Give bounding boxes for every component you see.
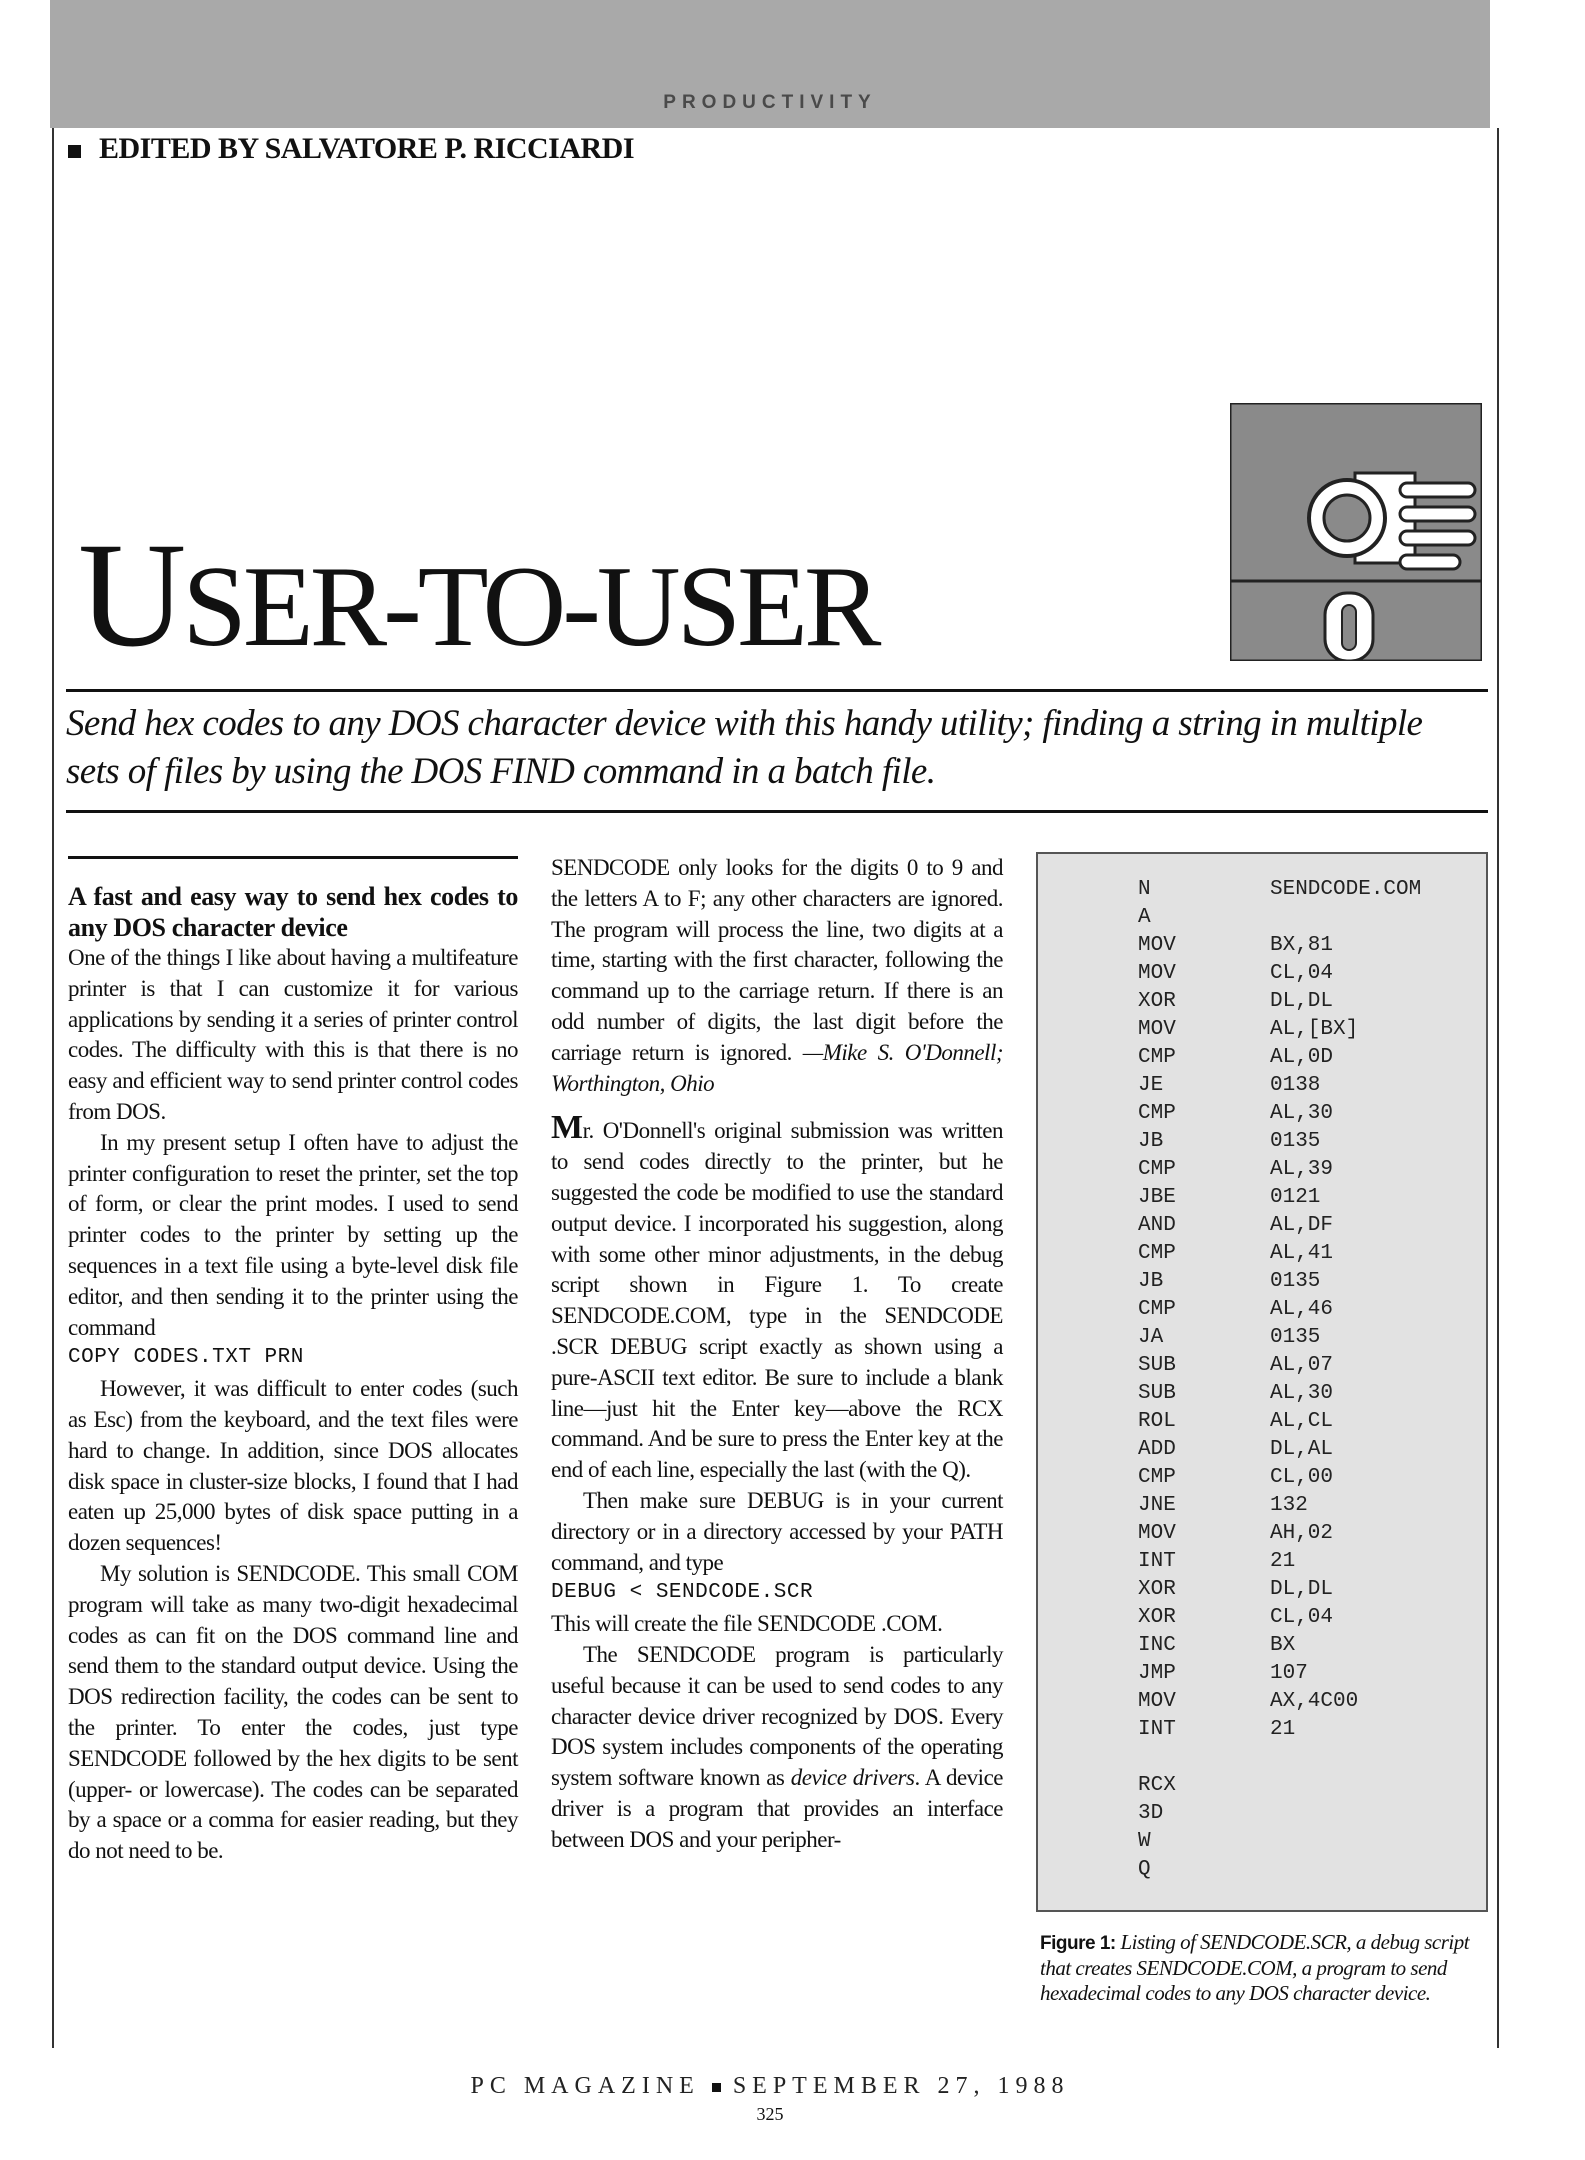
listing-arg: DL,DL	[1270, 1578, 1334, 1601]
listing-op: AND	[1138, 1214, 1176, 1237]
page-title	[78, 512, 878, 678]
listing-arg: AL,CL	[1270, 1410, 1334, 1433]
listing-line	[1138, 1492, 1421, 1520]
bullet-icon	[712, 2083, 721, 2092]
paragraph: This will create the file SENDCODE .COM.	[551, 1611, 943, 1637]
listing-line	[1138, 1408, 1421, 1436]
listing-arg: CL,04	[1270, 1606, 1334, 1629]
listing-line	[1138, 960, 1421, 988]
listing-line	[1138, 1100, 1421, 1128]
listing-op: JE	[1138, 1074, 1164, 1097]
listing-op: CMP	[1138, 1466, 1176, 1489]
bullet-icon	[68, 145, 81, 158]
listing-arg: CL,04	[1270, 962, 1334, 985]
user-to-user-logo-icon	[1230, 403, 1482, 661]
paragraph-text: r. O'Donnell's original submission was written to send codes directly to the printer, but he suggested the code be modified to use the standard output device. I incorporated his suggestion, along with some other minor adjustments, in the debug script shown in Figure 1. To create SENDCODE.COM, type in the SENDCODE .SCR DEBUG script exactly as shown using a pure-ASCII text editor. Be sure to include a blank line—just hit the Enter key—above the RCX command. And be sure to press the Enter key at the end of each line, especially the last (with the Q).	[551, 1118, 1003, 1483]
paragraph: Then make sure DEBUG is in your current directory or in a directory accessed by your PATH command, and type	[551, 1487, 1003, 1575]
column-rule	[68, 856, 518, 859]
listing-line	[1138, 1716, 1421, 1744]
column-2	[551, 853, 1003, 1856]
listing-line	[1138, 1072, 1421, 1100]
listing-arg: BX,81	[1270, 934, 1334, 957]
paragraph-text: . A device driver is a program that provides an interface between DOS and your peripher-	[551, 1765, 1003, 1852]
listing-arg: AL,07	[1270, 1354, 1334, 1377]
listing-line	[1138, 932, 1421, 960]
listing-op: MOV	[1138, 1690, 1176, 1713]
listing-line	[1138, 1632, 1421, 1660]
paragraph: However, it was difficult to enter codes (such as Esc) from the keyboard, and the text files were hard to change. In addition, since DOS allocates disk space in cluster-size blocks, I found that I had eaten up 25,000 bytes of disk space putting in a dozen sequences!	[68, 1376, 518, 1556]
figure-1-listing	[1036, 852, 1488, 1912]
listing-line	[1138, 1156, 1421, 1184]
listing-arg: 0138	[1270, 1074, 1321, 1097]
listing-line	[1138, 1436, 1421, 1464]
listing-line	[1138, 904, 1421, 932]
paragraph-text: SENDCODE only looks for the digits 0 to 9 and the letters A to F; any other characters are ignored. The program will process the line, two digits at a time, starting with the first character, following the command up to the carriage return. If there is an odd number of digits, the last digit before the carriage return is ignored.	[551, 855, 1003, 1065]
byline-text: EDITED BY SALVATORE P. RICCIARDI	[99, 132, 635, 165]
title-initial: U	[78, 512, 183, 678]
listing-op: JB	[1138, 1130, 1164, 1153]
listing-arg: AL,30	[1270, 1102, 1334, 1125]
listing-line: RCX	[1138, 1774, 1176, 1797]
listing-op: MOV	[1138, 1522, 1176, 1545]
page-footer	[50, 2073, 1490, 2100]
figure-caption	[1040, 1930, 1490, 2006]
listing-op: CMP	[1138, 1298, 1176, 1321]
page-number: 325	[756, 2104, 784, 2124]
listing-arg: 0121	[1270, 1186, 1321, 1209]
subhead: A fast and easy way to send hex codes to any DOS character device	[68, 882, 518, 942]
title-rest: SER-TO-USER	[182, 543, 878, 671]
listing-line	[1138, 1464, 1421, 1492]
emphasis: device drivers	[790, 1765, 915, 1791]
listing-op: XOR	[1138, 990, 1176, 1013]
paragraph-text: The SENDCODE program is particularly useful because it can be used to send codes to any character device driver recognized by DOS. Every DOS system includes components of the operating system software known as	[551, 1641, 1003, 1791]
listing-op: CMP	[1138, 1102, 1176, 1125]
listing-line: 3D	[1138, 1802, 1164, 1825]
listing-arg: DL,DL	[1270, 990, 1334, 1013]
listing-op: XOR	[1138, 1606, 1176, 1629]
listing-line	[1138, 1212, 1421, 1240]
listing-line	[1138, 1016, 1421, 1044]
listing-op: JMP	[1138, 1662, 1176, 1685]
listing-arg: AL,[BX]	[1270, 1018, 1359, 1041]
listing-op: INT	[1138, 1550, 1176, 1573]
listing-arg: AL,39	[1270, 1158, 1334, 1181]
paragraph: One of the things I like about having a multifeature printer is that I can customize it for various applications by sending it a series of printer control codes. The difficulty with this is that there is no easy and efficient way to send printer control codes from DOS.	[68, 945, 518, 1124]
listing-op: MOV	[1138, 1018, 1176, 1041]
listing-op: N	[1138, 878, 1151, 901]
listing-arg: 21	[1270, 1718, 1296, 1741]
paragraph: In my present setup I often have to adjust the printer configuration to reset the printer, set the top of form, or clear the print modes. I used to send printer codes to the printer by setting up the sequences in a text file using a byte-level disk file editor, and then sending it to the printer using the command	[68, 1129, 518, 1340]
paragraph: My solution is SENDCODE. This small COM program will take as many two-digit hexadecimal codes as can fit on the DOS command line and send them to the standard output device. Using the DOS redirection facility, the codes can be sent to the printer. To enter the codes, just type SENDCODE followed by the hex digits to be sent (upper- or lowercase). The codes can be separated by a space or a comma for easier reading, but they do not need to be.	[68, 1560, 518, 1864]
listing-op: MOV	[1138, 962, 1176, 985]
deck: Send hex codes to any DOS character device with this handy utility; finding a string in multiple sets of files by using the DOS FIND command in a batch file.	[66, 703, 1423, 792]
listing-op: A	[1138, 906, 1151, 929]
footer-magazine: PC MAGAZINE	[470, 2073, 700, 2099]
listing-op: JB	[1138, 1270, 1164, 1293]
listing-arg: AL,46	[1270, 1298, 1334, 1321]
listing-op: ADD	[1138, 1438, 1176, 1461]
listing-op: MOV	[1138, 934, 1176, 957]
listing-arg: AL,0D	[1270, 1046, 1334, 1069]
listing-blank-line	[1138, 1744, 1421, 1772]
code-listing	[1138, 876, 1421, 1884]
listing-line	[1138, 1044, 1421, 1072]
listing-op: JNE	[1138, 1494, 1176, 1517]
listing-op: SUB	[1138, 1354, 1176, 1377]
listing-line	[1138, 1548, 1421, 1576]
section-label: PRODUCTIVITY	[663, 92, 877, 113]
code-sample: COPY CODES.TXT PRN	[68, 1346, 304, 1370]
listing-line: W	[1138, 1830, 1151, 1853]
listing-line	[1138, 1240, 1421, 1268]
listing-arg: 0135	[1270, 1326, 1321, 1349]
signature: —Mike S. O'Donnell; Worthington, Ohio	[551, 1039, 1003, 1096]
listing-op: INT	[1138, 1718, 1176, 1741]
listing-arg: AL,30	[1270, 1382, 1334, 1405]
listing-arg: 0135	[1270, 1270, 1321, 1293]
listing-arg: 21	[1270, 1550, 1296, 1573]
listing-op: ROL	[1138, 1410, 1176, 1433]
deck-rule	[66, 810, 1488, 813]
listing-op: CMP	[1138, 1242, 1176, 1265]
caption-label: Figure 1:	[1040, 1933, 1116, 1954]
listing-arg: 0135	[1270, 1130, 1321, 1153]
paragraph	[551, 1109, 1003, 1486]
listing-line	[1138, 1128, 1421, 1156]
paragraph	[551, 1640, 1003, 1856]
listing-arg: 107	[1270, 1662, 1308, 1685]
listing-line	[1138, 1604, 1421, 1632]
listing-arg: CL,00	[1270, 1466, 1334, 1489]
listing-line	[1138, 1576, 1421, 1604]
listing-arg: AH,02	[1270, 1522, 1334, 1545]
paragraph	[551, 853, 1003, 1099]
listing-op: JBE	[1138, 1186, 1176, 1209]
title-rule	[66, 689, 1488, 692]
listing-line	[1138, 1268, 1421, 1296]
listing-op: JA	[1138, 1326, 1164, 1349]
listing-line	[1138, 1352, 1421, 1380]
caption-text: Listing of SENDCODE.SCR, a debug script that creates SENDCODE.COM, a program to send hexadecimal codes to any DOS character device.	[1040, 1930, 1470, 2005]
listing-line: Q	[1138, 1858, 1151, 1881]
listing-op: CMP	[1138, 1158, 1176, 1181]
footer-date: SEPTEMBER 27, 1988	[732, 2073, 1070, 2099]
listing-arg: AL,41	[1270, 1242, 1334, 1265]
listing-line	[1138, 1184, 1421, 1212]
listing-line	[1138, 988, 1421, 1016]
listing-line	[1138, 1296, 1421, 1324]
listing-line	[1138, 1380, 1421, 1408]
listing-line	[1138, 1660, 1421, 1688]
listing-line	[1138, 1520, 1421, 1548]
listing-line	[1138, 876, 1421, 904]
listing-op: INC	[1138, 1634, 1176, 1657]
listing-op: XOR	[1138, 1578, 1176, 1601]
listing-arg: DL,AL	[1270, 1438, 1334, 1461]
listing-arg: AX,4C00	[1270, 1690, 1359, 1713]
listing-arg: SENDCODE.COM	[1270, 878, 1422, 901]
drop-cap: M	[551, 1109, 583, 1147]
listing-line	[1138, 1324, 1421, 1352]
listing-op: SUB	[1138, 1382, 1176, 1405]
code-sample: DEBUG < SENDCODE.SCR	[551, 1581, 814, 1605]
listing-arg: AL,DF	[1270, 1214, 1334, 1237]
listing-arg: BX	[1270, 1634, 1296, 1657]
listing-op: CMP	[1138, 1046, 1176, 1069]
column-1	[68, 856, 518, 1867]
byline	[68, 132, 634, 166]
listing-line	[1138, 1688, 1421, 1716]
listing-arg: 132	[1270, 1494, 1308, 1517]
